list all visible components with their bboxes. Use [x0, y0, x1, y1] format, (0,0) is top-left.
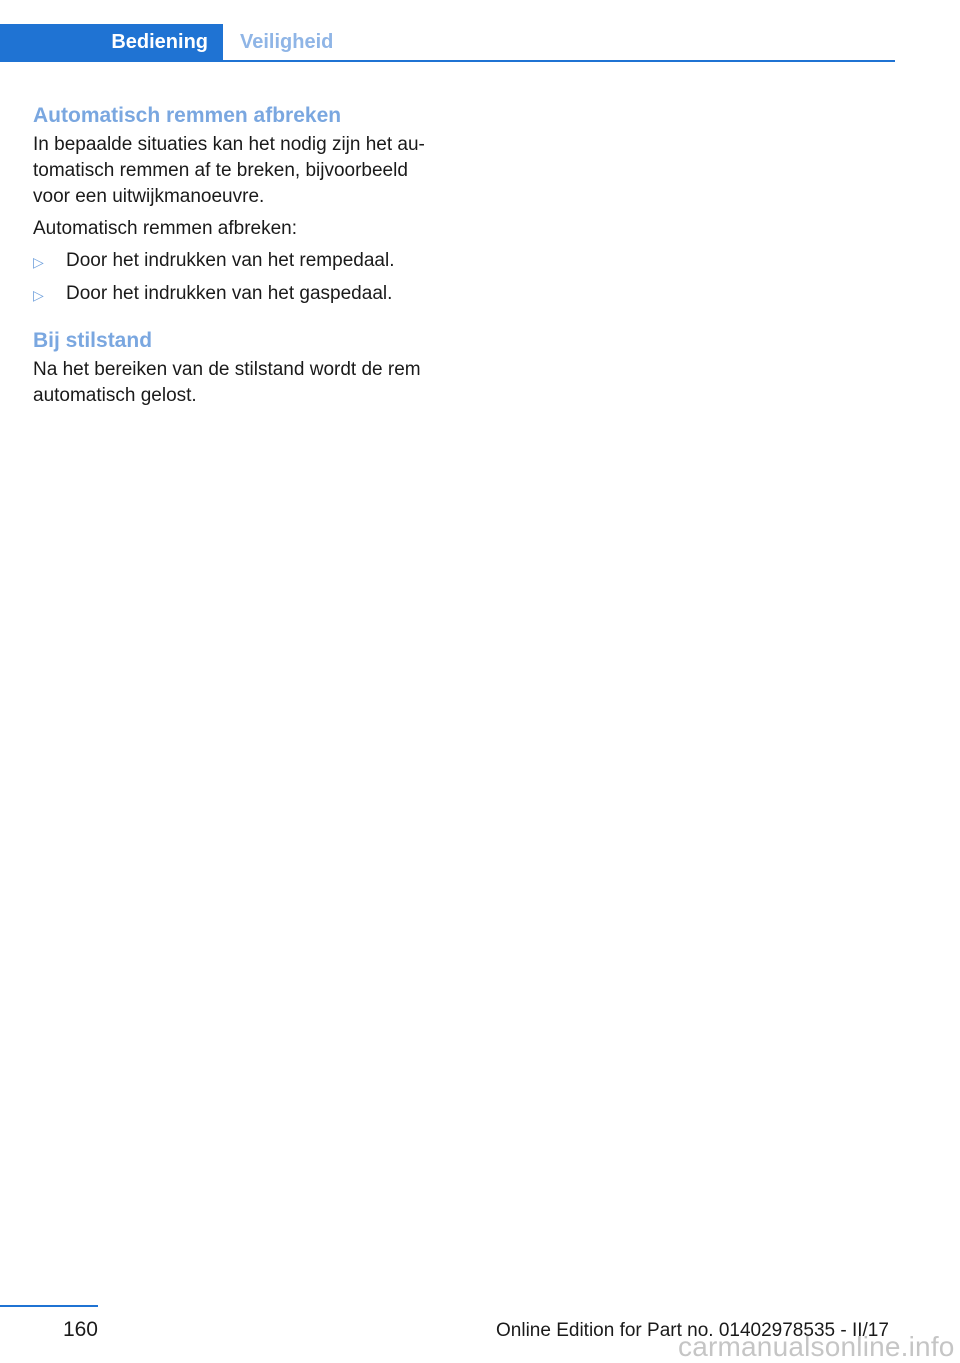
watermark: carmanualsonline.info: [678, 1331, 955, 1362]
header-divider: [0, 60, 895, 62]
chapter-header: [0, 24, 895, 62]
section1-paragraph-line: voor een uitwijkmanoeuvre.: [33, 186, 265, 207]
section2-paragraph: [33, 357, 443, 409]
section1-paragraph-line: tomatisch remmen af te breken, bijvoorbeeld: [33, 160, 408, 181]
edition-text: Online Edition for Part no. 01402978535 - II/17: [496, 1320, 889, 1341]
list-item-text: Door het indrukken van het rempedaal.: [66, 250, 395, 271]
section2-paragraph-line: Na het bereiken van de stilstand wordt de rem: [33, 359, 421, 380]
list-item: [33, 248, 443, 274]
section1-paragraph-line: In bepaalde situaties kan het nodig zijn het au-: [33, 134, 425, 155]
page-content: [33, 102, 443, 409]
section-title-automatisch-remmen-afbreken: Automatisch remmen afbreken: [33, 104, 342, 127]
section-title-bij-stilstand: Bij stilstand: [33, 329, 153, 352]
footer-divider: [0, 1305, 98, 1307]
list-item: [33, 281, 443, 307]
page-number: 160: [62, 1318, 98, 1341]
triangle-bullet-icon: ▷: [33, 254, 44, 270]
section1-intro: Automatisch remmen afbreken:: [33, 218, 298, 239]
tab-veiligheid[interactable]: Veiligheid: [240, 30, 334, 53]
bullet-list: [33, 248, 443, 307]
list-item-text: Door het indrukken van het gaspedaal.: [66, 283, 393, 304]
section2-paragraph-line: automatisch gelost.: [33, 385, 197, 406]
section-bij-stilstand: [33, 327, 443, 409]
triangle-bullet-icon: ▷: [33, 287, 44, 303]
tab-bediening[interactable]: Bediening: [0, 24, 223, 60]
section1-paragraph: [33, 132, 443, 210]
